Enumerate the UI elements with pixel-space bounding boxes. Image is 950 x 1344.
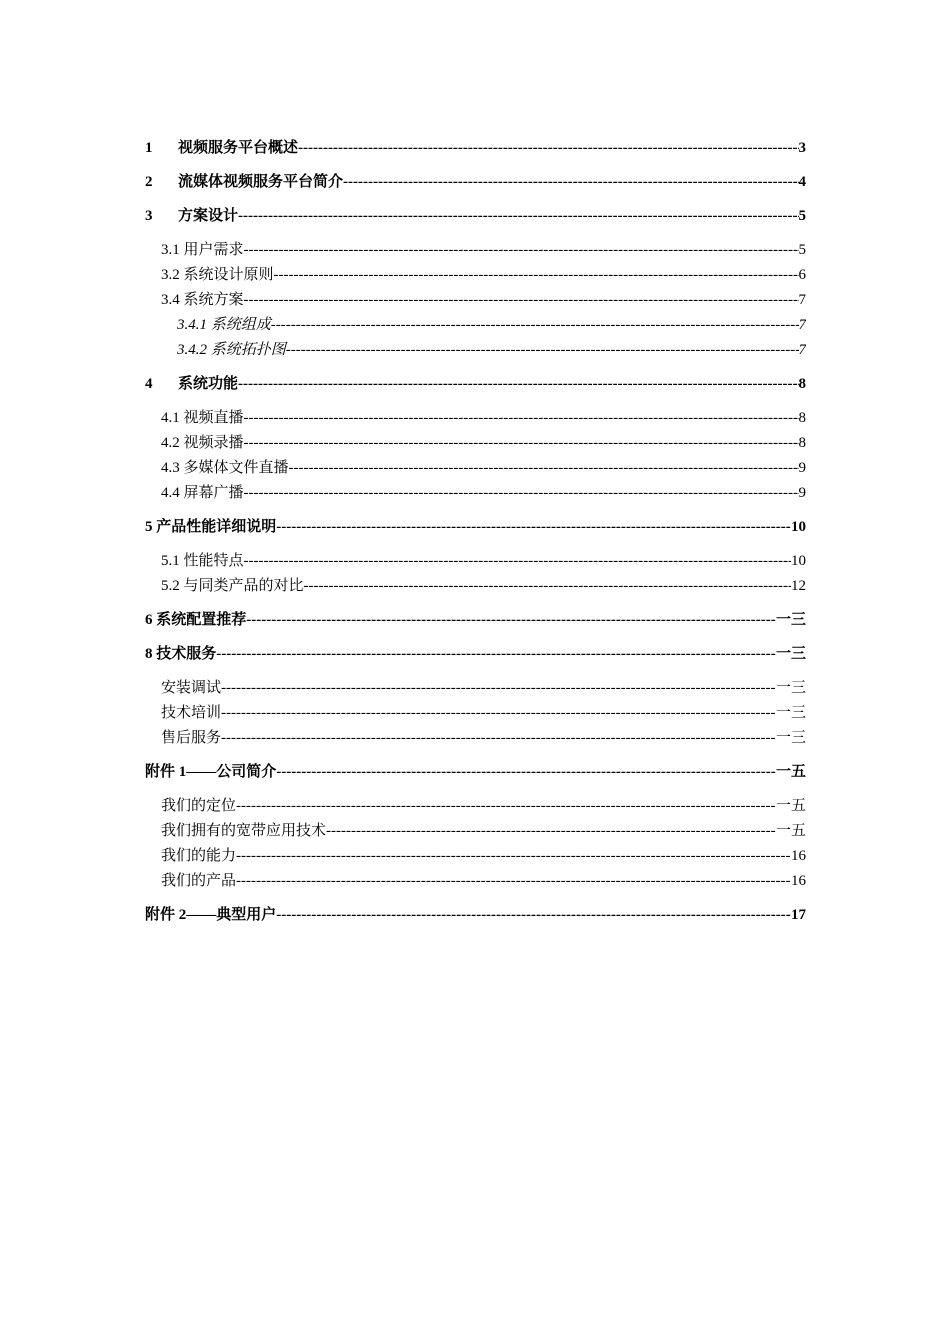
toc-entry[interactable]: [145, 515, 806, 539]
toc-entry-title: 我们的能力: [161, 848, 237, 864]
dot-leader: [238, 204, 798, 228]
toc-subentry[interactable]: [145, 819, 806, 843]
toc-subentry[interactable]: [145, 701, 806, 725]
toc-entry-title: 5 产品性能详细说明: [145, 519, 277, 535]
toc-entry-title: 方案设计: [178, 208, 239, 224]
toc-entry-title: 3.4.1 系统组成: [177, 317, 271, 333]
toc-entry-page: 3: [798, 140, 806, 156]
toc-entry-number: 3: [145, 208, 153, 224]
toc-entry-page: 17: [791, 907, 806, 923]
toc-subentry[interactable]: [145, 794, 806, 818]
dot-leader: [244, 288, 799, 312]
toc-entry-title: 3.4.2 系统拓扑图: [177, 342, 286, 358]
toc-entry-page: 7: [798, 292, 806, 308]
toc-entry-title: 我们的产品: [161, 873, 237, 889]
toc-entry-page: 一五: [775, 798, 806, 814]
toc-entry-title: 3.1 用户需求: [161, 242, 244, 258]
toc-entry-page: 9: [798, 460, 806, 476]
toc-entry-title: 我们的定位: [161, 798, 237, 814]
dot-leader: [221, 726, 776, 750]
toc-entry-title: 3.2 系统设计原则: [161, 267, 274, 283]
toc-entry-title: 流媒体视频服务平台简介: [178, 174, 344, 190]
toc-entry[interactable]: [145, 642, 806, 666]
toc-entry-page: 6: [798, 267, 806, 283]
toc-subentry[interactable]: [145, 726, 806, 750]
toc-subentry[interactable]: [145, 676, 806, 700]
toc-entry-page: 5: [798, 208, 806, 224]
toc-subentry[interactable]: [145, 844, 806, 868]
toc-entry-title: 售后服务: [161, 730, 222, 746]
toc-entry-page: 12: [791, 578, 806, 594]
toc-entry-page: 一三: [775, 646, 806, 662]
toc-subentry[interactable]: [145, 238, 806, 262]
toc-entry-title: 4.3 多媒体文件直播: [161, 460, 289, 476]
toc-subsubentry[interactable]: [145, 338, 806, 362]
toc-entry-page: 8: [798, 410, 806, 426]
toc-subentry[interactable]: [145, 263, 806, 287]
toc-entry-title: 4.4 屏幕广播: [161, 485, 244, 501]
toc-subentry[interactable]: [145, 406, 806, 430]
toc-entry-page: 一三: [775, 612, 806, 628]
toc-subentry[interactable]: [145, 456, 806, 480]
toc-subsubentry[interactable]: [145, 313, 806, 337]
toc-entry-title: 5.1 性能特点: [161, 553, 244, 569]
toc-entry[interactable]: [145, 608, 806, 632]
dot-leader: [276, 903, 791, 927]
dot-leader: [246, 608, 776, 632]
toc-entry-number: 1: [145, 140, 153, 156]
toc-entry[interactable]: [145, 204, 806, 228]
toc-entry-title: 3.4 系统方案: [161, 292, 244, 308]
toc-entry-title: 我们拥有的宽带应用技术: [161, 823, 327, 839]
dot-leader: [298, 136, 798, 160]
dot-leader: [326, 819, 776, 843]
dot-leader: [304, 574, 791, 598]
toc-entry-page: 9: [798, 485, 806, 501]
toc-entry-title: 6 系统配置推荐: [145, 612, 247, 628]
dot-leader: [244, 549, 791, 573]
dot-leader: [244, 238, 799, 262]
toc-entry[interactable]: [145, 760, 806, 784]
toc-entry[interactable]: [145, 136, 806, 160]
toc-entry[interactable]: [145, 903, 806, 927]
dot-leader: [221, 676, 776, 700]
toc-subentry[interactable]: [145, 869, 806, 893]
toc-entry[interactable]: [145, 372, 806, 396]
toc-entry-title: 8 技术服务: [145, 646, 217, 662]
dot-leader: [236, 844, 791, 868]
dot-leader: [276, 515, 791, 539]
dot-leader: [274, 263, 799, 287]
toc-entry-page: 10: [791, 519, 806, 535]
dot-leader: [343, 170, 798, 194]
dot-leader: [244, 481, 799, 505]
toc-entry-page: 16: [791, 873, 806, 889]
dot-leader: [244, 406, 799, 430]
toc-entry-title: 系统功能: [178, 376, 239, 392]
toc-entry-page: 一五: [775, 823, 806, 839]
dot-leader: [221, 701, 776, 725]
toc-entry-title: 5.2 与同类产品的对比: [161, 578, 304, 594]
dot-leader: [216, 642, 776, 666]
toc-entry-page: 8: [798, 376, 806, 392]
dot-leader: [238, 372, 798, 396]
dot-leader: [244, 431, 799, 455]
dot-leader: [276, 760, 776, 784]
dot-leader: [236, 794, 776, 818]
dot-leader: [236, 869, 791, 893]
toc-entry-page: 一五: [775, 764, 806, 780]
toc-subentry[interactable]: [145, 288, 806, 312]
toc-entry-title: 技术培训: [161, 705, 222, 721]
toc-entry-page: 10: [791, 553, 806, 569]
toc-entry-title: 4.2 视频录播: [161, 435, 244, 451]
toc-entry-title: 附件 1——公司简介: [145, 764, 277, 780]
toc-entry-page: 一三: [775, 705, 806, 721]
toc-entry-number: 4: [145, 376, 153, 392]
toc-entry-number: 2: [145, 174, 153, 190]
dot-leader: [289, 456, 799, 480]
toc-entry-page: 8: [798, 435, 806, 451]
toc-subentry[interactable]: [145, 574, 806, 598]
toc-subentry[interactable]: [145, 481, 806, 505]
toc-entry-page: 一三: [775, 680, 806, 696]
toc-entry-page: 一三: [775, 730, 806, 746]
toc-entry-page: 5: [798, 242, 806, 258]
toc-entry[interactable]: [145, 170, 806, 194]
toc-entry-page: 7: [798, 317, 806, 333]
dot-leader: [286, 338, 799, 362]
toc-subentry[interactable]: [145, 431, 806, 455]
table-of-contents: [145, 126, 806, 937]
toc-entry-title: 4.1 视频直播: [161, 410, 244, 426]
toc-entry-page: 7: [798, 342, 806, 358]
toc-entry-title: 安装调试: [161, 680, 222, 696]
toc-entry-page: 4: [798, 174, 806, 190]
toc-entry-title: 视频服务平台概述: [178, 140, 299, 156]
toc-entry-page: 16: [791, 848, 806, 864]
toc-entry-title: 附件 2——典型用户: [145, 907, 277, 923]
toc-subentry[interactable]: [145, 549, 806, 573]
dot-leader: [271, 313, 799, 337]
